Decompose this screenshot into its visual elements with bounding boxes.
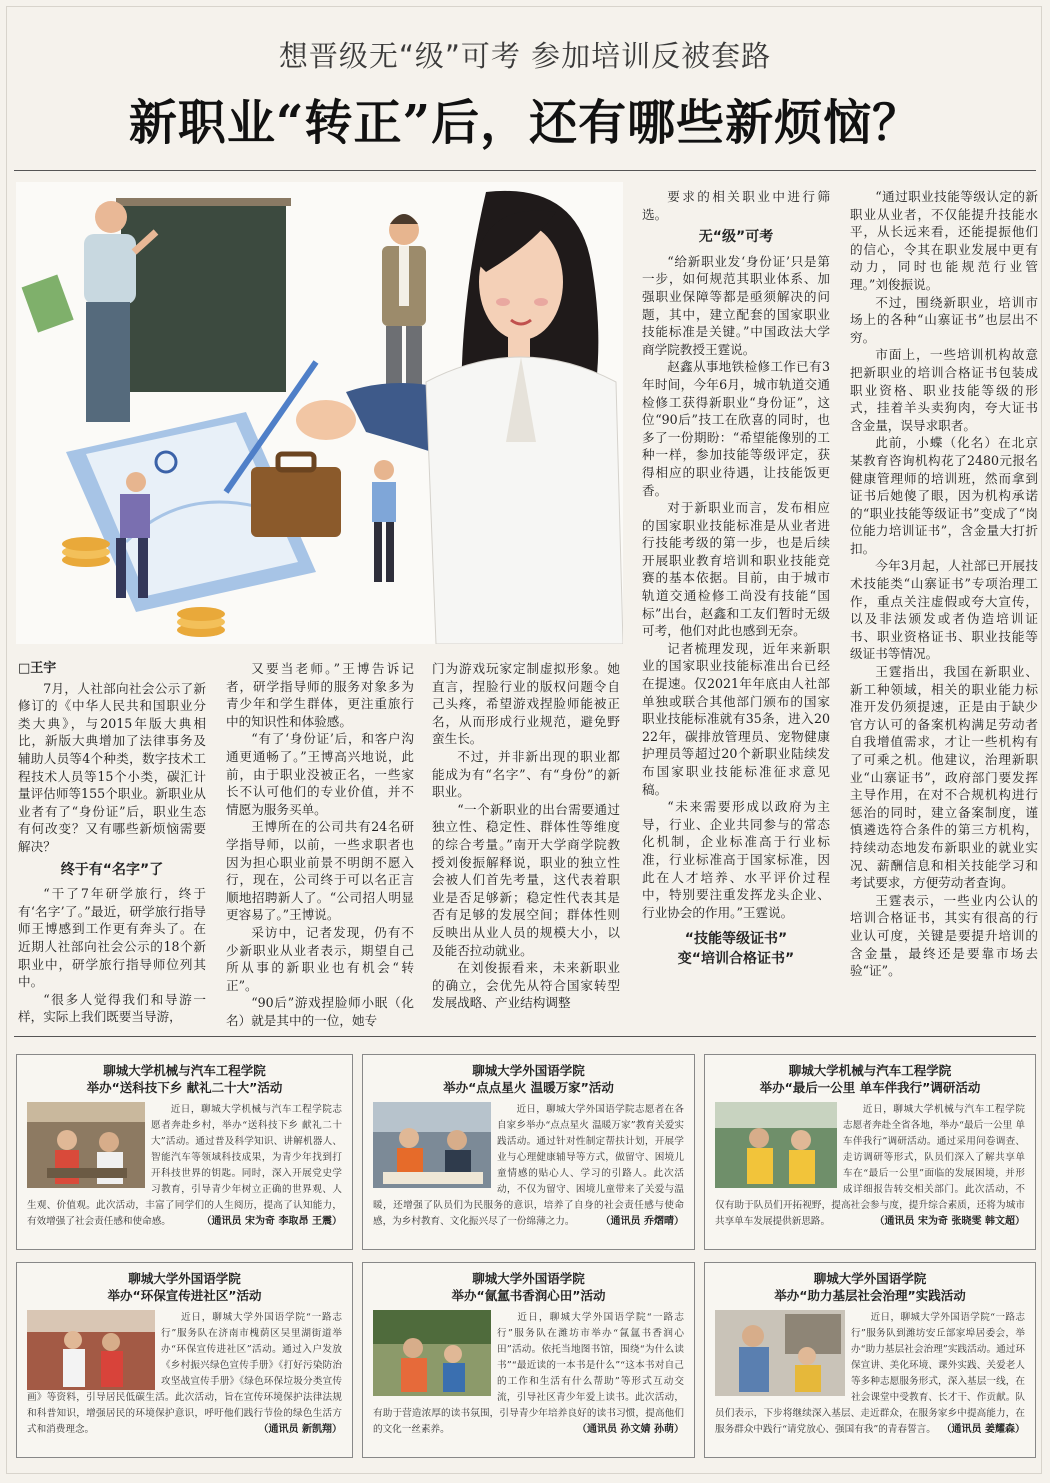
paragraph: 不过，围绕新职业，培训市场上的各种“山寨证书”也层出不穷。 — [850, 294, 1038, 345]
news-box-subtitle: 举办“点点星火 温暖万家”活动 — [443, 1080, 614, 1095]
paragraph: 门为游戏玩家定制虚拟形象。她直言，捏脸行业的版权问题令自己头疼，希望游戏捏脸师能被正名，从而形成行业规范，避免野蛮生长。 — [432, 661, 620, 747]
paragraph: 对于新职业而言，发布相应的国家职业技能标准是从业者进行技能考级的第一步，也是后续开展职业教育培训和职业技能竞赛的基本依据。目前，由于城市轨道交通检修工尚没有技能“国标”出台，赵鑫和工友们暂时无级可考，他们对此也感到无奈。 — [642, 500, 830, 639]
news-box-subtitle: 举办“送科技下乡 献礼二十大”活动 — [86, 1080, 283, 1095]
paragraph: 采访中，记者发现，仍有不少新职业从业者表示，期望自己所从事的新职业也有机会“转正”。 — [226, 924, 414, 993]
paragraph: 王博所在的公司共有24名研学指导师，以前，一些求职者也因为担心职业前景不明朗不愿入行，现在，公司终于可以名正言顺地招聘新人了。“公司招人明显更容易了。”王博说。 — [226, 819, 414, 923]
paragraph: 7月，人社部向社会公示了新修订的《中华人民共和国职业分类大典》，与2015年版大典相比，新版大典增加了法律事务及辅助人员等4个种类，数字技术工程技术人员等15个小类，碳汇计量评估师等155个职业。新职业从业者有了“身份证”后，职业生态有何改变？又有哪些新烦恼需要解决？ — [18, 680, 206, 854]
news-box-credit: （通讯员 姜耀森） — [941, 1424, 1025, 1435]
news-photo — [715, 1310, 845, 1396]
news-box-subtitle: 举办“最后一公里 单车伴我行”调研活动 — [759, 1080, 981, 1095]
news-box-text — [715, 1102, 1025, 1230]
news-box-body: 近日，聊城大学外国语学院“一路志行”服务队到潍坊安丘部家埠居委会，举办“助力基层社会治理”实践活动。通过环保宣讲、美化环境、课外实践、关爱老人等多种志愿服务形式，深入基层一线，在社会课堂中受教育、长才干、作贡献。队员们表示，下步将继续深入基层、走近群众，在服务家乡中提高能力，在服务群众中践行“请党放心、强国有我”的青春誓言。 — [715, 1312, 1025, 1435]
news-box-title: 聊城大学外国语学院 — [128, 1271, 241, 1286]
paragraph: “未来需要形成以政府为主导，行业、企业共同参与的常态化机制，企业标准高于行业标准，行业标准高于国家标准，因此在人才培养、水平评价过程中，特别要注重发挥龙头企业、行业协会的作用。”王霆说。 — [642, 799, 830, 920]
paragraph: 王霆指出，我国在新职业、新工种领域，相关的职业能力标准开发仍须提速，正是由于缺少官方认可的备案机构满足劳动者自我增值需求，才让一些机构有了可乘之机。他建议，治理新职业“山寨证书”，政府部门要发挥主导作用，在对不合规机构进行惩治的同时，建立备案制度，谨慎遴选符合条件的第三方机构，持续动态地发布新职业的就业实况、薪酬信息和相关技能学习和考试要求，方便劳动者查询。 — [850, 664, 1038, 891]
news-box-credit: （通讯员 宋为奇 张晓雯 韩文超） — [874, 1216, 1025, 1227]
paragraph: “很多人觉得我们和导游一样，实际上我们既要当导游， — [18, 991, 206, 1025]
news-box-text — [27, 1102, 342, 1230]
news-photo — [373, 1310, 491, 1396]
news-box-subtitle: 举办“氤氲书香润心田”活动 — [451, 1288, 606, 1303]
article-column-2 — [226, 660, 414, 1029]
news-box-credit: （通讯员 宋为奇 李取昂 王震） — [201, 1216, 342, 1227]
paragraph: “干了7年研学旅行，终于有‘名字’了。”最近，研学旅行指导师王博感到工作更有奔头了。在近期人社部向社会公示的18个新职业中，研学旅行指导师位列其中。 — [18, 886, 206, 990]
paragraph: 记者梳理发现，近年来新职业的国家职业技能标准出台已经在提速。仅2021年年底由人社部单独或联合其他部门颁布的国家职业技能标准就有35条，进入2022年，碳排放管理员、宠物健康护理员等超过20个新职业陆续发布国家职业技能标准征求意见稿。 — [642, 640, 830, 797]
paragraph: 在刘俊振看来，未来新职业的确立，会优先从符合国家转型发展战略、产业结构调整 — [432, 960, 620, 1011]
news-photo — [27, 1102, 145, 1188]
paragraph: “给新职业发‘身份证’只是第一步，如何规范其职业体系、加强职业保障等都是亟须解决的问题，其中，建立配套的国家职业技能标准是关键。”中国政法大学商学院教授王霆说。 — [642, 253, 830, 357]
news-box — [16, 1054, 353, 1250]
news-box-body: 近日，聊城大学机械与汽车工程学院志愿者奔赴全省各地，举办“最后一公里 单车伴我行”调研活动。通过采用问卷调查、走访调研等形式，队员们深入了解共享单车在“最后一公里”面临的发展困境，并形成详细报告转交相关部门。此次活动，不仅有助于队员们开拓视野，提高社会参与度，提升综合素质，还将为城市共享单车发展提供新思路。 — [715, 1104, 1025, 1227]
paragraph: “有了‘身份证’后，和客户沟通更通畅了。”王博高兴地说，此前，由于职业没被正名，一些家长不认可他们的专业价值，并不情愿为服务买单。 — [226, 731, 414, 817]
article-column-1 — [18, 660, 206, 1026]
news-box-credit: （通讯员 新凯翔） — [258, 1424, 342, 1435]
news-box-title: 聊城大学外国语学院 — [472, 1271, 585, 1286]
news-box-text — [373, 1310, 684, 1438]
news-photo — [373, 1102, 491, 1188]
title-divider — [14, 170, 1036, 171]
paragraph: “一个新职业的出台需要通过独立性、稳定性、群体性等维度的综合考量。”南开大学商学院教授刘俊振解释说，职业的独立性会被人们首先考量，这代表着职业是否足够新；稳定性代表其是否有足够的发展空间；群体性则反映出从业人员的规模大小，以及能否拉动就业。 — [432, 801, 620, 958]
paragraph: 市面上，一些培训机构故意把新职业的培训合格证书包装成职业资格、职业技能等级的形式，挂着羊头卖狗肉，夸大证书含金量，误导求职者。 — [850, 347, 1038, 433]
news-box-body: 近日，聊城大学外国语学院“一路志行”服务队在济南市槐荫区吴里湖街道举办“环保宣传进社区”活动。通过入户发放《乡村振兴绿色宣传手册》《打好污染防治攻坚战宣传手册》《绿色环保垃圾分类宣传画》等资料，引导居民低碳生活。此次活动，旨在宣传环境保护法律法规和科普知识，增强居民的环境保护意识，呼吁他们践行节俭的绿色生活方式和消费理念。 — [27, 1312, 342, 1435]
news-box-body: 近日，聊城大学外国语学院“一路志行”服务队在潍坊市举办“氤氲书香润心田”活动。依托当地图书馆，围绕“为什么读书”“最近读的一本书是什么”“这本书对自己的工作和生活有什么帮助”等形式互动交流，引导社区青少年爱上读书。此次活动，有助于营造浓厚的读书氛围，引导青少年培养良好的读书习惯，提高他们的文化一丝素养。 — [373, 1312, 684, 1435]
news-box-credit: （通讯员 孙文婧 孙萌） — [577, 1424, 684, 1435]
news-photo — [715, 1102, 837, 1188]
news-box — [362, 1054, 695, 1250]
news-box-title: 聊城大学外国语学院 — [813, 1271, 927, 1286]
article-column-4 — [642, 188, 830, 969]
news-box-body: 近日，聊城大学外国语学院志愿者在各自家乡举办“点点星火 温暖万家”教育关爱实践活动。通过针对性制定帮扶计划，开展学业与心理健康辅导等方式，做留守、困境儿童情感的贴心人、学习的引路人。此次活动，不仅为留守、困境儿童带来了关爱与温暖，还增强了队员们为民服务的意识，培养了自身的社会责任感与使命感，为乡村教育、文化振兴尽了一份绵薄之力。 — [373, 1104, 684, 1227]
news-box — [362, 1262, 695, 1458]
article-title: 新职业“转正”后，还有哪些新烦恼？ — [128, 95, 922, 151]
author-byline: □王宇 — [18, 661, 57, 676]
hero-illustration — [16, 182, 623, 644]
news-box-text — [27, 1310, 342, 1438]
article-subtitle: 想晋级无“级”可考 参加培训反被套路 — [278, 39, 772, 73]
paragraph: 不过，并非新出现的职业都能成为有“名字”、有“身份”的新职业。 — [432, 748, 620, 800]
section-heading: 变“培训合格证书” — [677, 950, 795, 967]
section-divider — [14, 1036, 1036, 1037]
news-box-subtitle: 举办“环保宣传进社区”活动 — [107, 1288, 262, 1303]
news-box-text — [373, 1102, 684, 1230]
paragraph: 赵鑫从事地铁检修工作已有3年时间，今年6月，城市轨道交通检修工获得新职业“身份证”，这位“90后”技工在欣喜的同时，也多了一份期盼：“希望能像别的工种一样，参加技能等级评定，获得相应的职业待遇，让技能饭更香。 — [642, 359, 830, 498]
article-column-5 — [850, 188, 1038, 980]
news-box-title: 聊城大学机械与汽车工程学院 — [103, 1063, 266, 1078]
paragraph: 又要当老师。”王博告诉记者，研学指导师的服务对象多为青少年和学生群体，更注重旅行中的知识性和体验感。 — [226, 661, 414, 729]
news-box-subtitle: 举办“助力基层社会治理”实践活动 — [774, 1288, 966, 1303]
news-box — [704, 1054, 1036, 1250]
news-box-credit: （通讯员 乔熠晴） — [600, 1216, 684, 1227]
article-column-3 — [432, 660, 620, 1012]
news-box-title: 聊城大学机械与汽车工程学院 — [788, 1063, 952, 1078]
paragraph: 此前，小蝶（化名）在北京某教育咨询机构花了2480元报名健康管理师的培训班，然而拿到证书后她傻了眼，因为机构承诺的“职业技能等级证书”变成了“岗位能力培训证书”，含金量大打折扣。 — [850, 435, 1038, 556]
news-box — [704, 1262, 1036, 1458]
paragraph: 王霆表示，一些业内公认的培训合格证书，其实有很高的行业认可度，关键是要提升培训的含金量，最终还是要靠市场去验“证”。 — [850, 892, 1038, 979]
news-box-body: 近日，聊城大学机械与汽车工程学院志愿者奔赴乡村，举办“送科技下乡 献礼二十大”活动。通过普及科学知识、讲解机器人、智能汽车等领域科技成果，为青少年找到打开科技世界的钥匙。同时，深入开展党史学习教育，引导青少年树立正确的世界观、人生观、价值观。此次活动，丰富了同学们的人生阅历，提高了认知能力，有效增强了社会责任感和使命感。 — [27, 1104, 342, 1227]
paragraph: “90后”游戏捏脸师小眠（化名）就是其中的一位，她专 — [226, 995, 414, 1028]
section-heading: 无“级”可考 — [698, 229, 774, 246]
news-box-title: 聊城大学外国语学院 — [472, 1063, 585, 1078]
section-heading: 终于有“名字”了 — [60, 861, 164, 878]
news-box-text — [715, 1310, 1025, 1438]
news-photo — [27, 1310, 155, 1390]
paragraph: 今年3月起，人社部已开展技术技能类“山寨证书”专项治理工作，重点关注虚假或夸大宣传，以及非法颁发或者伪造培训证书、职业资格证书、职业技能等级证书等情况。 — [850, 558, 1038, 662]
news-box — [16, 1262, 353, 1458]
section-heading: “技能等级证书” — [684, 931, 788, 948]
paragraph: “通过职业技能等级认定的新职业从业者，不仅能提升技能水平，从长远来看，还能提振他们的信心，令其在职业发展中更有动力，同时也能规范行业管理。”刘俊振说。 — [850, 189, 1038, 292]
paragraph: 要求的相关职业中进行筛选。 — [642, 189, 830, 222]
